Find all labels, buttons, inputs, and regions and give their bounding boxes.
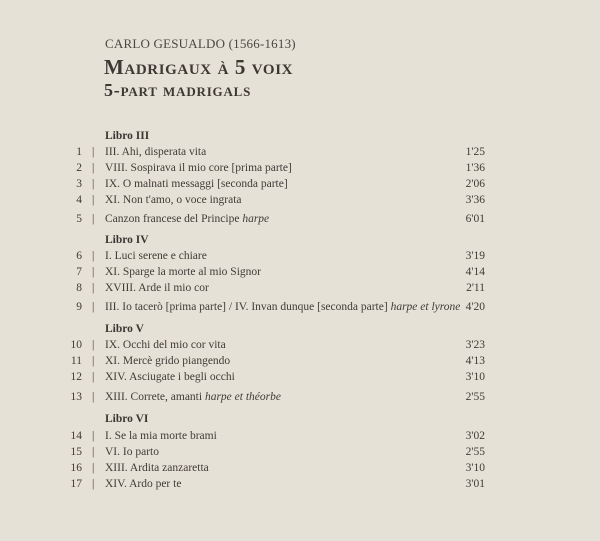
track-number: 4 <box>76 194 82 206</box>
track-title-text: I. Luci serene e chiare <box>105 250 207 262</box>
track-duration: 2'55 <box>465 391 485 403</box>
track-title <box>105 339 226 351</box>
track-row <box>0 250 600 266</box>
track-row <box>0 462 600 478</box>
track-title <box>105 430 217 442</box>
track-row <box>0 339 600 355</box>
separator-bar: | <box>92 250 95 262</box>
track-row <box>0 282 600 298</box>
track-title-text: I. Se la mia morte brami <box>105 430 217 442</box>
track-title-text: III. Io tacerò [prima parte] / IV. Invan dunque [seconda parte] <box>105 301 388 313</box>
track-duration: 3'10 <box>465 371 485 383</box>
track-number: 5 <box>76 213 82 225</box>
track-number: 8 <box>76 282 82 294</box>
track-title-text: Canzon francese del Principe <box>105 213 240 225</box>
separator-bar: | <box>92 446 95 458</box>
track-duration: 3'02 <box>465 430 485 442</box>
track-instrumentation: harpe <box>242 213 270 225</box>
track-row <box>0 194 600 210</box>
track-duration: 3'01 <box>465 478 485 490</box>
track-instrumentation: harpe et lyrone <box>390 301 461 313</box>
track-row <box>0 301 600 317</box>
track-duration: 6'01 <box>465 213 485 225</box>
track-duration: 1'25 <box>465 146 485 158</box>
separator-bar: | <box>92 146 95 158</box>
track-number: 14 <box>70 430 82 442</box>
track-duration: 3'23 <box>465 339 485 351</box>
separator-bar: | <box>92 213 95 225</box>
track-row <box>0 430 600 446</box>
track-title-text: XI. Sparge la morte al mio Signor <box>105 266 261 278</box>
track-title <box>105 266 261 278</box>
track-number: 1 <box>76 146 82 158</box>
track-title <box>105 462 209 474</box>
track-row <box>0 178 600 194</box>
track-title <box>105 146 206 158</box>
track-title <box>105 391 281 403</box>
track-title-text: VIII. Sospirava il mio core [prima parte] <box>105 162 292 174</box>
track-title-text: XIII. Ardita zanzaretta <box>105 462 209 474</box>
separator-bar: | <box>92 339 95 351</box>
track-row <box>0 446 600 462</box>
track-title-text: IX. Occhi del mio cor vita <box>105 339 226 351</box>
track-number: 16 <box>70 462 82 474</box>
track-title <box>105 301 460 313</box>
track-title-text: XVIII. Arde il mio cor <box>105 282 209 294</box>
separator-bar: | <box>92 266 95 278</box>
track-title-text: IX. O malnati messaggi [seconda parte] <box>105 178 288 190</box>
track-title <box>105 282 209 294</box>
track-number: 17 <box>70 478 82 490</box>
track-duration: 2'06 <box>465 178 485 190</box>
separator-bar: | <box>92 478 95 490</box>
separator-bar: | <box>92 282 95 294</box>
track-title <box>105 371 235 383</box>
track-row <box>0 266 600 282</box>
track-title-text: XIV. Asciugate i begli occhi <box>105 371 235 383</box>
track-title-text: VI. Io parto <box>105 446 159 458</box>
track-title-text: III. Ahi, disperata vita <box>105 146 207 158</box>
book-heading: Libro VI <box>105 413 149 425</box>
track-instrumentation: harpe et théorbe <box>204 391 281 403</box>
separator-bar: | <box>92 178 95 190</box>
track-duration: 3'36 <box>465 194 485 206</box>
album-title-french: Madrigaux à 5 voix <box>104 55 294 79</box>
track-duration: 3'19 <box>465 250 485 262</box>
track-title <box>105 194 242 206</box>
track-duration: 4'14 <box>465 266 485 278</box>
track-title-text: XIII. Correte, amanti <box>105 391 203 403</box>
track-row <box>0 371 600 387</box>
track-number: 2 <box>76 162 82 174</box>
track-number: 6 <box>76 250 82 262</box>
track-title <box>105 250 207 262</box>
separator-bar: | <box>92 162 95 174</box>
track-row <box>0 478 600 494</box>
track-title-text: XIV. Ardo per te <box>105 478 182 490</box>
book-heading: Libro IV <box>105 234 149 246</box>
track-number: 12 <box>70 371 82 383</box>
track-duration: 2'55 <box>465 446 485 458</box>
track-row <box>0 355 600 371</box>
track-duration: 2'11 <box>466 282 485 294</box>
track-title-text: XI. Non t'amo, o voce ingrata <box>105 194 242 206</box>
track-title <box>105 478 181 490</box>
separator-bar: | <box>92 430 95 442</box>
track-duration: 4'13 <box>465 355 485 367</box>
track-title <box>105 213 269 225</box>
track-row <box>0 213 600 229</box>
track-number: 13 <box>70 391 82 403</box>
separator-bar: | <box>92 301 95 313</box>
track-title <box>105 178 288 190</box>
track-number: 9 <box>76 301 82 313</box>
book-heading: Libro III <box>105 130 150 142</box>
track-title <box>105 162 292 174</box>
separator-bar: | <box>92 194 95 206</box>
track-row <box>0 391 600 407</box>
separator-bar: | <box>92 355 95 367</box>
track-number: 15 <box>70 446 82 458</box>
track-title <box>105 355 230 367</box>
track-duration: 1'36 <box>465 162 485 174</box>
track-row <box>0 162 600 178</box>
separator-bar: | <box>92 391 95 403</box>
track-duration: 4'20 <box>465 301 485 313</box>
album-title-english: 5-part madrigals <box>104 80 252 100</box>
track-title <box>105 446 159 458</box>
separator-bar: | <box>92 462 95 474</box>
track-number: 10 <box>70 339 82 351</box>
track-duration: 3'10 <box>465 462 485 474</box>
track-row <box>0 146 600 162</box>
track-number: 11 <box>70 355 82 367</box>
separator-bar: | <box>92 371 95 383</box>
composer-heading: CARLO GESUALDO (1566-1613) <box>105 36 296 51</box>
track-number: 7 <box>76 266 82 278</box>
track-number: 3 <box>76 178 82 190</box>
track-title-text: XI. Mercè grido piangendo <box>105 355 231 367</box>
book-heading: Libro V <box>105 323 144 335</box>
